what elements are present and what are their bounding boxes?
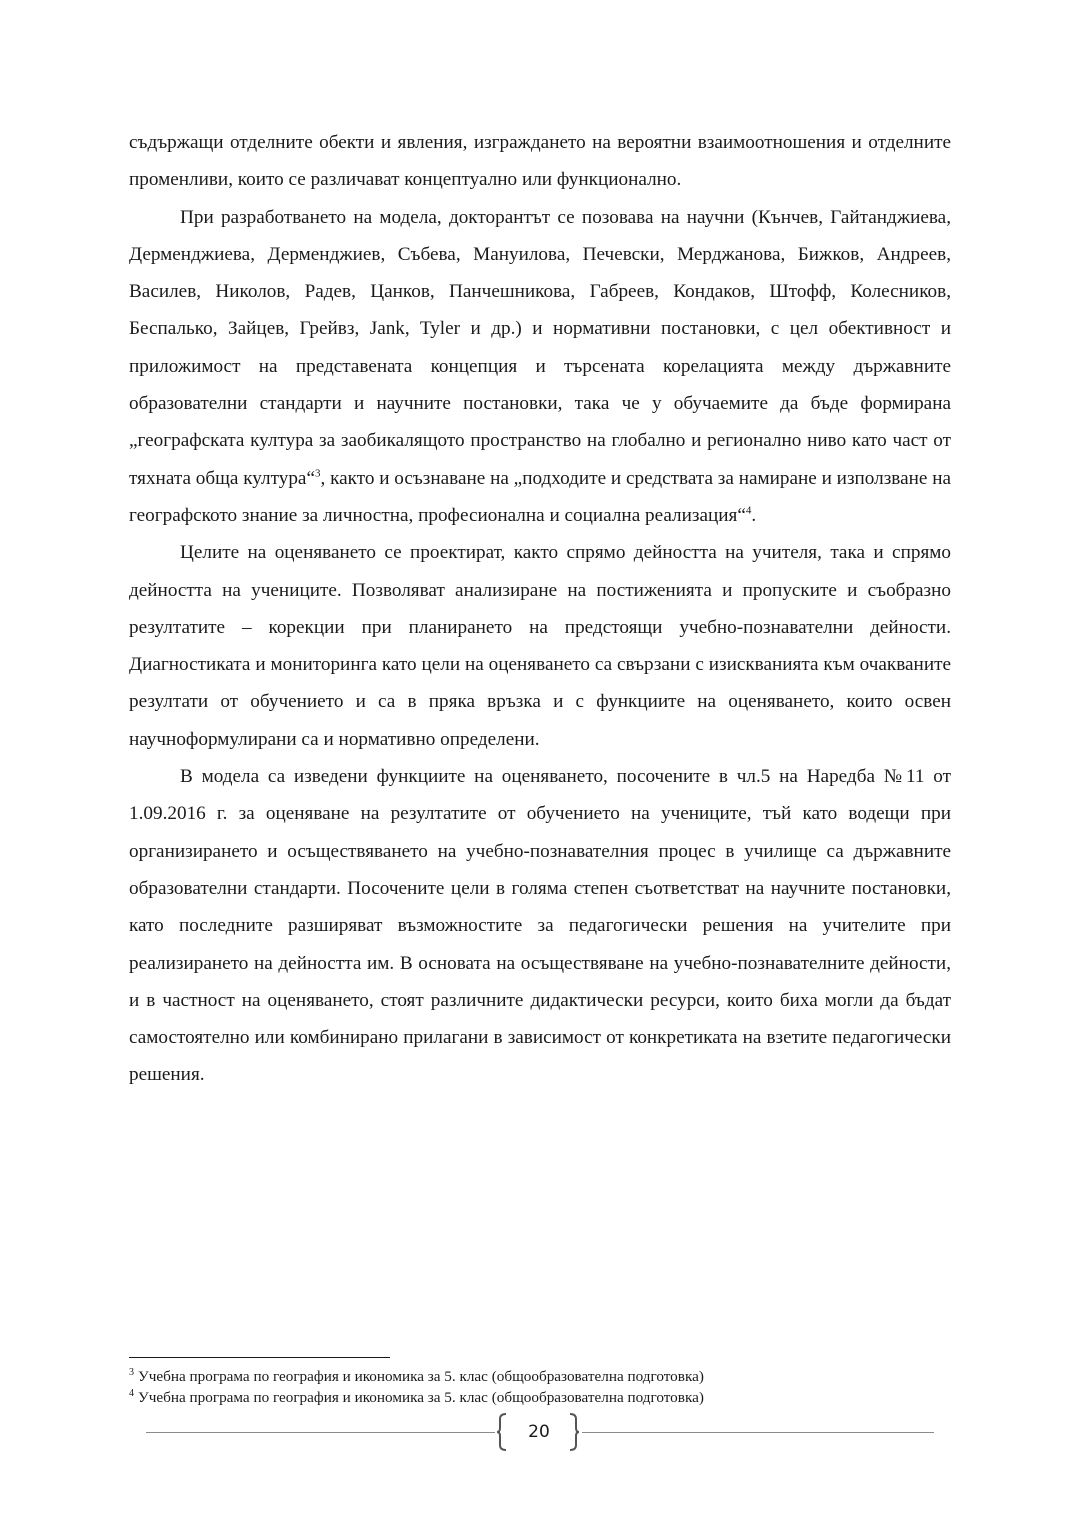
footnote-mark: 3 [129, 1366, 134, 1378]
footnote-3 [129, 1366, 951, 1387]
footer-rule-left [146, 1432, 495, 1433]
footnote-mark: 4 [129, 1387, 134, 1399]
paragraph-2-text-b: , както и осъзнаване на „подходите и средствата за намиране и използване на географското знание за личностна, професионална и социална реализация“ [129, 467, 951, 526]
right-brace-icon [568, 1413, 580, 1451]
footnote-ref-3[interactable]: 3 [314, 467, 321, 480]
paragraph-2-text-c: . [751, 504, 757, 526]
footnotes [129, 1366, 951, 1408]
footnote-text: Учебна програма по география и икономика за 5. клас (общообразователна подготовка) [138, 1368, 704, 1385]
paragraph-3: Целите на оценяването се проектират, както спрямо дейността на учителя, така и спрямо дейността на учениците. Позволяват анализиране на постиженията и пропуските и съобразно резултатите – корекции при планирането на предстоящи учебно-познавателни дейности. Диагностиката и мониторинга като цели на оценяването са свързани с изискванията към очакваните резултати от обучението и са в пряка връзка и с функциите на оценяването, които освен научноформулирани са и нормативно определени. [129, 542, 951, 750]
left-brace-icon [496, 1413, 508, 1451]
footer-rule-right [582, 1432, 934, 1433]
paragraph-2-text-a: При разработването на модела, докторантът се позовава на научни (Кънчев, Гайтанджиева, Дерменджиева, Дерменджиев, Събева, Мануилова, Печевски, Мерджанова, Бижков, Андреев, Василев, Николов, Радев, Цанков, Панчешникова, Габреев, Кондаков, Штофф, Колесников, Беспалько, Зайцев, Грейвз, Jank, Tyler и др.) и нормативни постановки, с цел обективност и приложимост на представената концепция и търсената корелацията между държавните образователни стандарти и научните постановки, така че у обучаемите да бъде формирана „географската култура за заобикалящото пространство на глобално и регионално ниво като част от тяхната обща култура“ [129, 206, 951, 489]
paragraph-4: В модела са изведени функциите на оценяването, посочените в чл.5 на Наредба №11 от 1.09.2016 г. за оценяване на резултатите от обучението на учениците, тъй като водещи при организирането и осъществяването на учебно-познавателния процес в училище са държавните образователни стандарти. Посочените цели в голяма степен съответстват на научните постановки, като последните разширяват възможностите за педагогически решения на учителите при реализирането на дейността им. В основата на осъществяване на учебно-познавателните дейности, и в частност на оценяването, стоят различните дидактически ресурси, които биха могли да бъдат самостоятелно или комбинирано прилагани в зависимост от конкретиката на взетите педагогически решения. [129, 766, 951, 1086]
paragraph-2 [129, 199, 951, 535]
footnote-ref-4[interactable]: 4 [745, 504, 752, 517]
page-number: 20 [528, 1422, 550, 1442]
page-body [129, 124, 951, 1094]
footnote-separator [129, 1357, 390, 1358]
footnote-text: Учебна програма по география и икономика за 5. клас (общообразователна подготовка) [138, 1389, 704, 1406]
paragraph-1: съдържащи отделните обекти и явления, изграждането на вероятни взаимоотношения и отделните променливи, които се различават концептуално или функционално. [129, 132, 951, 191]
footnote-4 [129, 1387, 951, 1408]
